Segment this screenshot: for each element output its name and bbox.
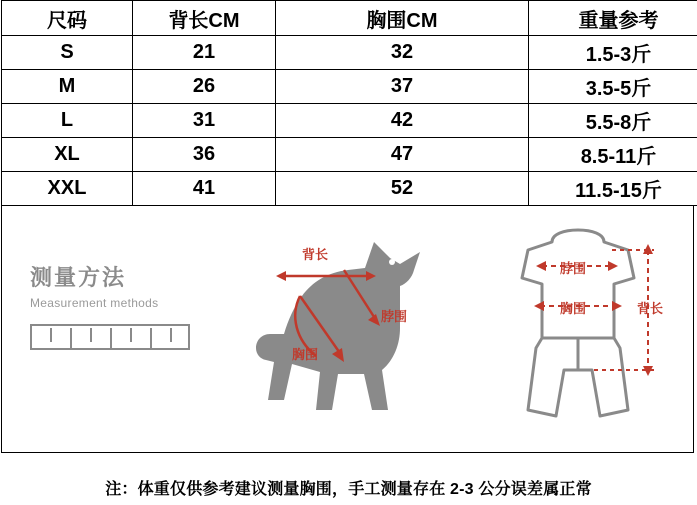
cell-size: XXL	[2, 172, 133, 206]
dog-label-chest-girth: 胸围	[292, 347, 319, 362]
garment-diagram	[482, 220, 682, 440]
footer-note: 注：体重仅供参考建议测量胸围，手工测量存在 2-3 公分误差属正常	[105, 481, 592, 498]
garment-outline-icon	[482, 220, 682, 440]
table-row	[2, 138, 697, 172]
table-header-row	[2, 1, 697, 36]
dog-diagram	[224, 224, 444, 439]
cell-size: S	[2, 36, 133, 70]
illustration-band	[1, 206, 694, 453]
cell-weight: 8.5-11斤	[529, 138, 697, 172]
cell-chest: 52	[276, 172, 529, 206]
cell-weight: 1.5-3斤	[529, 36, 697, 70]
table-row	[2, 36, 697, 70]
measurement-method-subtitle: Measurement methods	[30, 296, 159, 311]
cell-back: 41	[133, 172, 276, 206]
cell-size: L	[2, 104, 133, 138]
size-table	[1, 0, 697, 206]
header-cell-back: 背长CM	[133, 1, 276, 36]
cell-back: 21	[133, 36, 276, 70]
header-cell-weight: 重量参考	[529, 1, 697, 36]
cell-weight: 11.5-15斤	[529, 172, 697, 206]
dog-label-neck-girth: 脖围	[381, 309, 408, 324]
garment-label-neck-girth: 脖围	[560, 261, 587, 276]
measurement-method-title: 测量方法	[30, 265, 127, 290]
cell-chest: 37	[276, 70, 529, 104]
cell-chest: 32	[276, 36, 529, 70]
dog-label-back-length: 背长	[302, 247, 329, 262]
header-cell-chest: 胸围CM	[276, 1, 529, 36]
cell-back: 36	[133, 138, 276, 172]
cell-size: M	[2, 70, 133, 104]
table-row	[2, 104, 697, 138]
cell-weight: 3.5-5斤	[529, 70, 697, 104]
ruler-icon	[30, 324, 190, 350]
cell-back: 31	[133, 104, 276, 138]
table-row	[2, 70, 697, 104]
garment-label-back-length: 背长	[637, 301, 664, 316]
dog-silhouette-icon	[224, 224, 444, 439]
cell-chest: 42	[276, 104, 529, 138]
cell-chest: 47	[276, 138, 529, 172]
cell-weight: 5.5-8斤	[529, 104, 697, 138]
garment-label-chest-girth: 胸围	[560, 301, 587, 316]
measurement-method-block	[30, 266, 200, 350]
header-cell-size: 尺码	[2, 1, 133, 36]
cell-size: XL	[2, 138, 133, 172]
cell-back: 26	[133, 70, 276, 104]
table-row	[2, 172, 697, 206]
